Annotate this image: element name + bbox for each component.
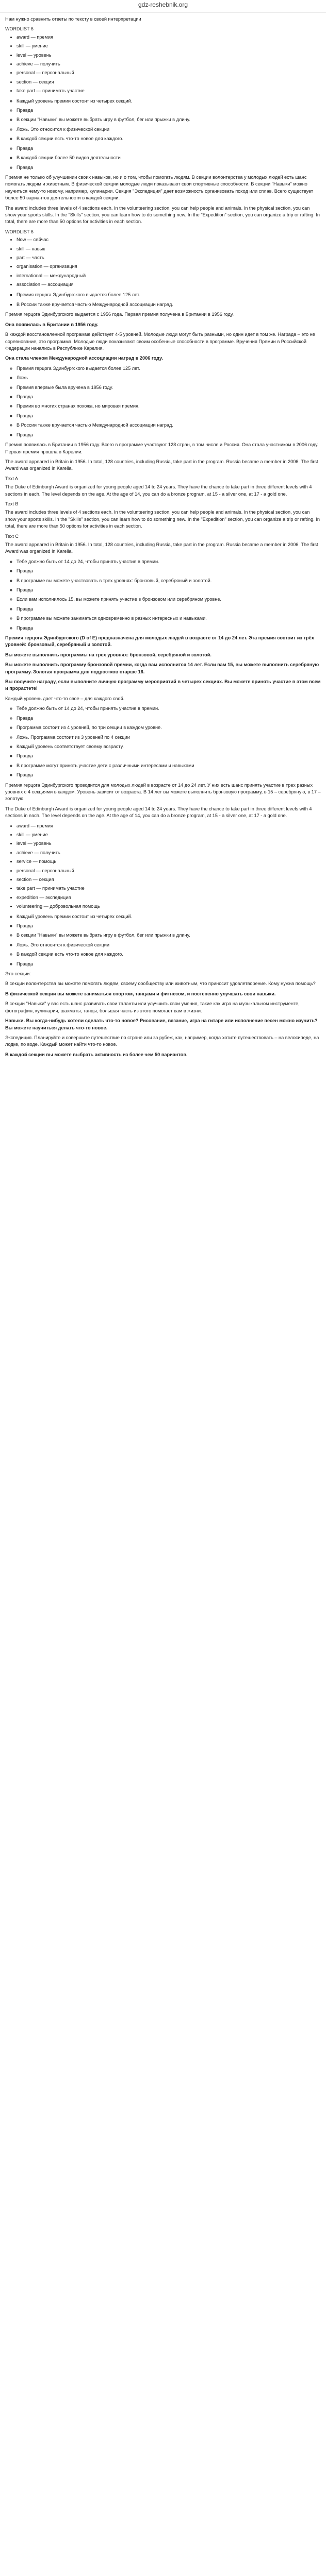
bold-paragraph: Она стала членом Международной ассоциации наград в 2006 году. — [5, 355, 163, 361]
list-item: • level — уровень — [17, 840, 321, 847]
paragraph: Премия герцога Эдинбургского выдается с 1956 года. Первая премия получена в Британии в 1956 году. — [5, 312, 234, 317]
list-item: ◦ Правда — [17, 625, 321, 632]
bold-paragraph: Навыки. Вы когда-нибудь хотели сделать что-то новое? Рисование, вязание, игра на гитаре или исполнение песен можно изучить? Вы можете научиться делать что-то новое. — [5, 1018, 318, 1030]
paragraph: Каждый уровень дает что-то свое – для каждого свой. — [5, 696, 125, 701]
paragraph: В секции волонтерства вы можете помогать людям, своему сообществу или животным, что приносит удовлетворение. Кому нужна помощь? — [5, 981, 316, 987]
list-item: • Now — сейчас — [17, 236, 321, 243]
intro-text: Нам нужно сравнить ответы по тексту в своей интерпретации — [5, 16, 141, 22]
list-item: ◦ Каждый уровень премии состоит из четырех секций. — [17, 98, 321, 105]
list-item: • association — ассоциация — [17, 281, 321, 288]
list-item: • expedition — экспедиция — [17, 894, 321, 901]
list-item: ◦ Правда — [17, 587, 321, 594]
paragraph: Это секции: — [5, 971, 31, 977]
list-item: ▪ В России также вручается частью Международной ассоциации наград. — [17, 301, 321, 308]
list-item: • international — международный — [17, 273, 321, 279]
list-item: • skill — навык — [17, 246, 321, 252]
paragraph: Премия появилась в Британии в 1956 году. Всего в программе участвуют 128 стран, в том числе и Россия. Она стала участником в 2006 году. Первая премия прошла в Карелии. — [5, 442, 319, 454]
list-item: ◦ Если вам исполнилось 15, вы можете принять участие в бронзовом или серебряном уровне. — [17, 596, 321, 603]
list-item: ◦ Правда — [17, 772, 321, 778]
wordlist-1 — [5, 34, 321, 95]
list-item: ◦ Правда — [17, 413, 321, 419]
paragraph: В каждой восстановленной программе действует 4-5 уровней. Молодые люди могут быть разными, но один идет в том же. Награда – это не соревнование, это программа. Молодые люди показывают своим особенные способности в программе. Вручения Премии в Российской Федерации начались в Республике Карелия. — [5, 332, 315, 351]
list-item: • achieve — получить — [17, 61, 321, 67]
paragraph: The Duke of Edinburgh Award is organized for young people aged 14 to 24 years. They have the chance to take part in three different levels with 4 sections in each. The level depends on the age. At the age of 14, you can do a bronze program, at 15 - a silver one, at 17 - a gold one. — [5, 806, 312, 819]
list-item: • skill — умение — [17, 43, 321, 49]
bold-paragraph: В каждой секции вы можете выбрать активность из более чем 50 вариантов. — [5, 1052, 188, 1057]
list-item: ◦ Правда — [17, 394, 321, 400]
list-item: ◦ Премия впервые была вручена в 1956 году. — [17, 384, 321, 391]
list-item: • section — секция — [17, 876, 321, 883]
text-a-label: Text A — [5, 476, 19, 481]
statements-1 — [5, 98, 321, 171]
statements-4 — [5, 558, 321, 632]
list-item: • section — секция — [17, 79, 321, 86]
list-item: • part — часть — [17, 255, 321, 261]
list-item: ◦ Правда — [17, 753, 321, 759]
list-item: • award — премия — [17, 34, 321, 41]
list-item: ◦ В каждой секции есть что-то новое для каждого. — [17, 951, 321, 958]
list-item: ◦ Правда — [17, 164, 321, 171]
list-item: • achieve — получить — [17, 850, 321, 856]
list-item: ▪ Премия герцога Эдинбургского выдается более 125 лет. — [17, 292, 321, 298]
list-item: ◦ В каждой секции более 50 видов деятельности — [17, 155, 321, 161]
paragraph: Премия не только об улучшении своих навыков, но и о том, чтобы помогать людям. В секции волонтерства у молодых людей есть шанс помогать людям и животным. В физической секции молодые люди показывают свои спортивные способности. В секции "Навыки" можно научиться чему-то новому, например, кулинарии. Секция "Экспедиция" дает возможность организовать поход или сплав. Всего существует более 50 вариантов деятельности в каждой секции. — [5, 174, 314, 201]
list-item: ◦ Правда — [17, 568, 321, 574]
bold-paragraph: Она появилась в Британии в 1956 году. — [5, 321, 99, 327]
list-item: • level — уровень — [17, 52, 321, 59]
wordlist-2 — [5, 236, 321, 288]
list-item: ◦ Ложь. Это относится к физической секции — [17, 942, 321, 948]
list-item: ◦ Правда — [17, 145, 321, 152]
text-a: The Duke of Edinburgh Award is organized for young people aged 14 to 24 years. They have the chance to take part in three different levels with 4 sections in each. The level depends on the age. At the age of 14, you can do a bronze program, at 15 - a silver one, at 17 - a gold one. — [5, 484, 312, 497]
list-item: ◦ Правда — [17, 961, 321, 968]
text-b-label: Text B — [5, 501, 19, 506]
list-item: ◦ Тебе должно быть от 14 до 24, чтобы принять участие в премии. — [17, 558, 321, 565]
text-b: The award includes three levels of 4 sections each. In the volunteering section, you can help people and animals. In the physical section, you can show your sports skills. In the "Skills" section, you can learn how to do something new. In the "Expedition" section, you can organize a trip or rafting. In total, there are more than 50 options for activities in each section. — [5, 510, 320, 529]
list-item: ◦ Правда — [17, 432, 321, 438]
list-item: ◦ Каждый уровень премии состоит из четырех секций. — [17, 913, 321, 920]
list-item: ◦ Ложь. Программа состоит из 3 уровней по 4 секции — [17, 734, 321, 741]
list-item: ◦ В программе вы можете участвовать в трех уровнях: бронзовый, серебряный и золотой. — [17, 578, 321, 584]
list-item: ◦ Правда — [17, 606, 321, 613]
wordlist-heading: WORDLIST 6 — [5, 229, 34, 234]
list-item: ◦ В программе вы можете заниматься одновременно в разных интересных и навыками. — [17, 615, 321, 622]
list-item: ◦ Премия герцога Эдинбургского выдается более 125 лет. — [17, 365, 321, 372]
list-item: ◦ Правда — [17, 715, 321, 722]
list-item: • personal — персональный — [17, 868, 321, 874]
list-item: ◦ Программа состоит из 4 уровней, по три секции в каждом уровне. — [17, 724, 321, 731]
statements-5 — [5, 705, 321, 778]
paragraph: The award includes three levels of 4 sections each. In the volunteering section, you can help people and animals. In the physical section, you can show your sports skills. In the "Skills" section, you can learn how to do something new. In the "Expedition" section, you can organize a trip or rafting. In total, there are more than 50 options for activities in each section. — [5, 205, 320, 225]
text-c-label: Text C — [5, 533, 19, 539]
list-item: • take part — принимать участие — [17, 88, 321, 94]
list-item: ◦ Правда — [17, 923, 321, 929]
list-item: ◦ В секции "Навыки" вы можете выбрать игру в футбол, бег или прыжки в длину. — [17, 932, 321, 939]
list-item: ◦ В каждой секции есть что-то новое для каждого. — [17, 135, 321, 142]
list-item: • personal — персональный — [17, 70, 321, 76]
bold-paragraph: Вы получите награду, если выполните личную программу мероприятий в четырех секциях. Вы можете принять участие в этом всем и прорастете! — [5, 679, 321, 691]
wordlist-3 — [5, 823, 321, 910]
list-item: ◦ Ложь. Это относится к физической секции — [17, 126, 321, 133]
text-c: The award appeared in Britain in 1956. In total, 128 countries, including Russia, take part in the program. Russia became a member in 2006. The first Award was organized in Karelia. — [5, 541, 318, 554]
list-item: ◦ Премия во многих странах похожа, но мировая премия. — [17, 403, 321, 410]
bold-paragraph: В физической секции вы можете заниматься спортом, танцами и фитнесом, и постепенно улучшать свои навыки. — [5, 991, 276, 996]
statements-6 — [5, 913, 321, 968]
bold-paragraph: Вы можете выполнить программы на трех уровнях: бронзовой, серебряной и золотой. — [5, 652, 211, 657]
wordlist-heading: WORDLIST 6 — [5, 26, 34, 32]
list-item: • skill — умение — [17, 832, 321, 838]
list-item: ◦ В секции "Навыки" вы можете выбрать игру в футбол, бег или прыжки в длину. — [17, 116, 321, 123]
list-item: ◦ Ложь — [17, 375, 321, 381]
statements-3 — [5, 365, 321, 438]
list-item: • award — премия — [17, 823, 321, 829]
paragraph: В секции "Навыки" у вас есть шанс развивать свои таланты или улучшить свои умения, такие как игра на музыкальном инструменте, фотография, кулинария, шахматы, танцы, большая часть из этого помогает вам в жизни. — [5, 1001, 300, 1013]
bold-paragraph: Вы можете выполнить программу бронзовой премии, когда вам исполнится 14 лет. Если вам 15, вы можете выполнить серебряную программу. Золотая программа для подростков старше 16. — [5, 662, 319, 674]
list-item: • volunteering — добровольная помощь — [17, 903, 321, 910]
list-item: ◦ Каждый уровень соответствует своему возрасту. — [17, 743, 321, 750]
list-item: ◦ Правда — [17, 107, 321, 114]
list-item: • organisation — организация — [17, 263, 321, 270]
content — [0, 13, 326, 1058]
bold-paragraph: Премия герцога Эдинбургского (D of E) предназначена для молодых людей в возрасте от 14 до 24 лет. Эта премия состоит из трёх уровней: бронзовый, серебряный и золотой. — [5, 635, 314, 648]
paragraph: The award appeared in Britain in 1956. In total, 128 countries, including Russia, take part in the program. Russia became a member in 2006. The first Award was organized in Karelia. — [5, 459, 318, 471]
list-item: ◦ Тебе должно быть от 14 до 24, чтобы принять участие в премии. — [17, 705, 321, 712]
statements-2 — [5, 292, 321, 309]
list-item: • service — помощь — [17, 858, 321, 865]
list-item: ◦ В программе могут принять участие дети с различными интересами и навыками — [17, 762, 321, 769]
site-header: gdz-reshebnik.org — [0, 0, 326, 13]
list-item: • take part — принимать участие — [17, 885, 321, 892]
paragraph: Премия герцога Эдинбургского проводится для молодых людей в возрасте от 14 до 24 лет. У них есть шанс принять участие в трех разных уровнях с 4 секциями в каждом. Уровень зависит от возраста. В 14 лет вы можете выполнить бронзовую программу, в 15 – серебряную, в 17 – золотую. — [5, 782, 321, 802]
paragraph: Экспедиция. Планируйте и совершите путешествие по стране или за рубеж, как, например, когда хотите путешествовать – на велосипеде, на лодке, по воде. Каждый может найти что-то новое. — [5, 1035, 319, 1047]
list-item: ◦ В России также вручается частью Международной ассоциации наград. — [17, 422, 321, 429]
